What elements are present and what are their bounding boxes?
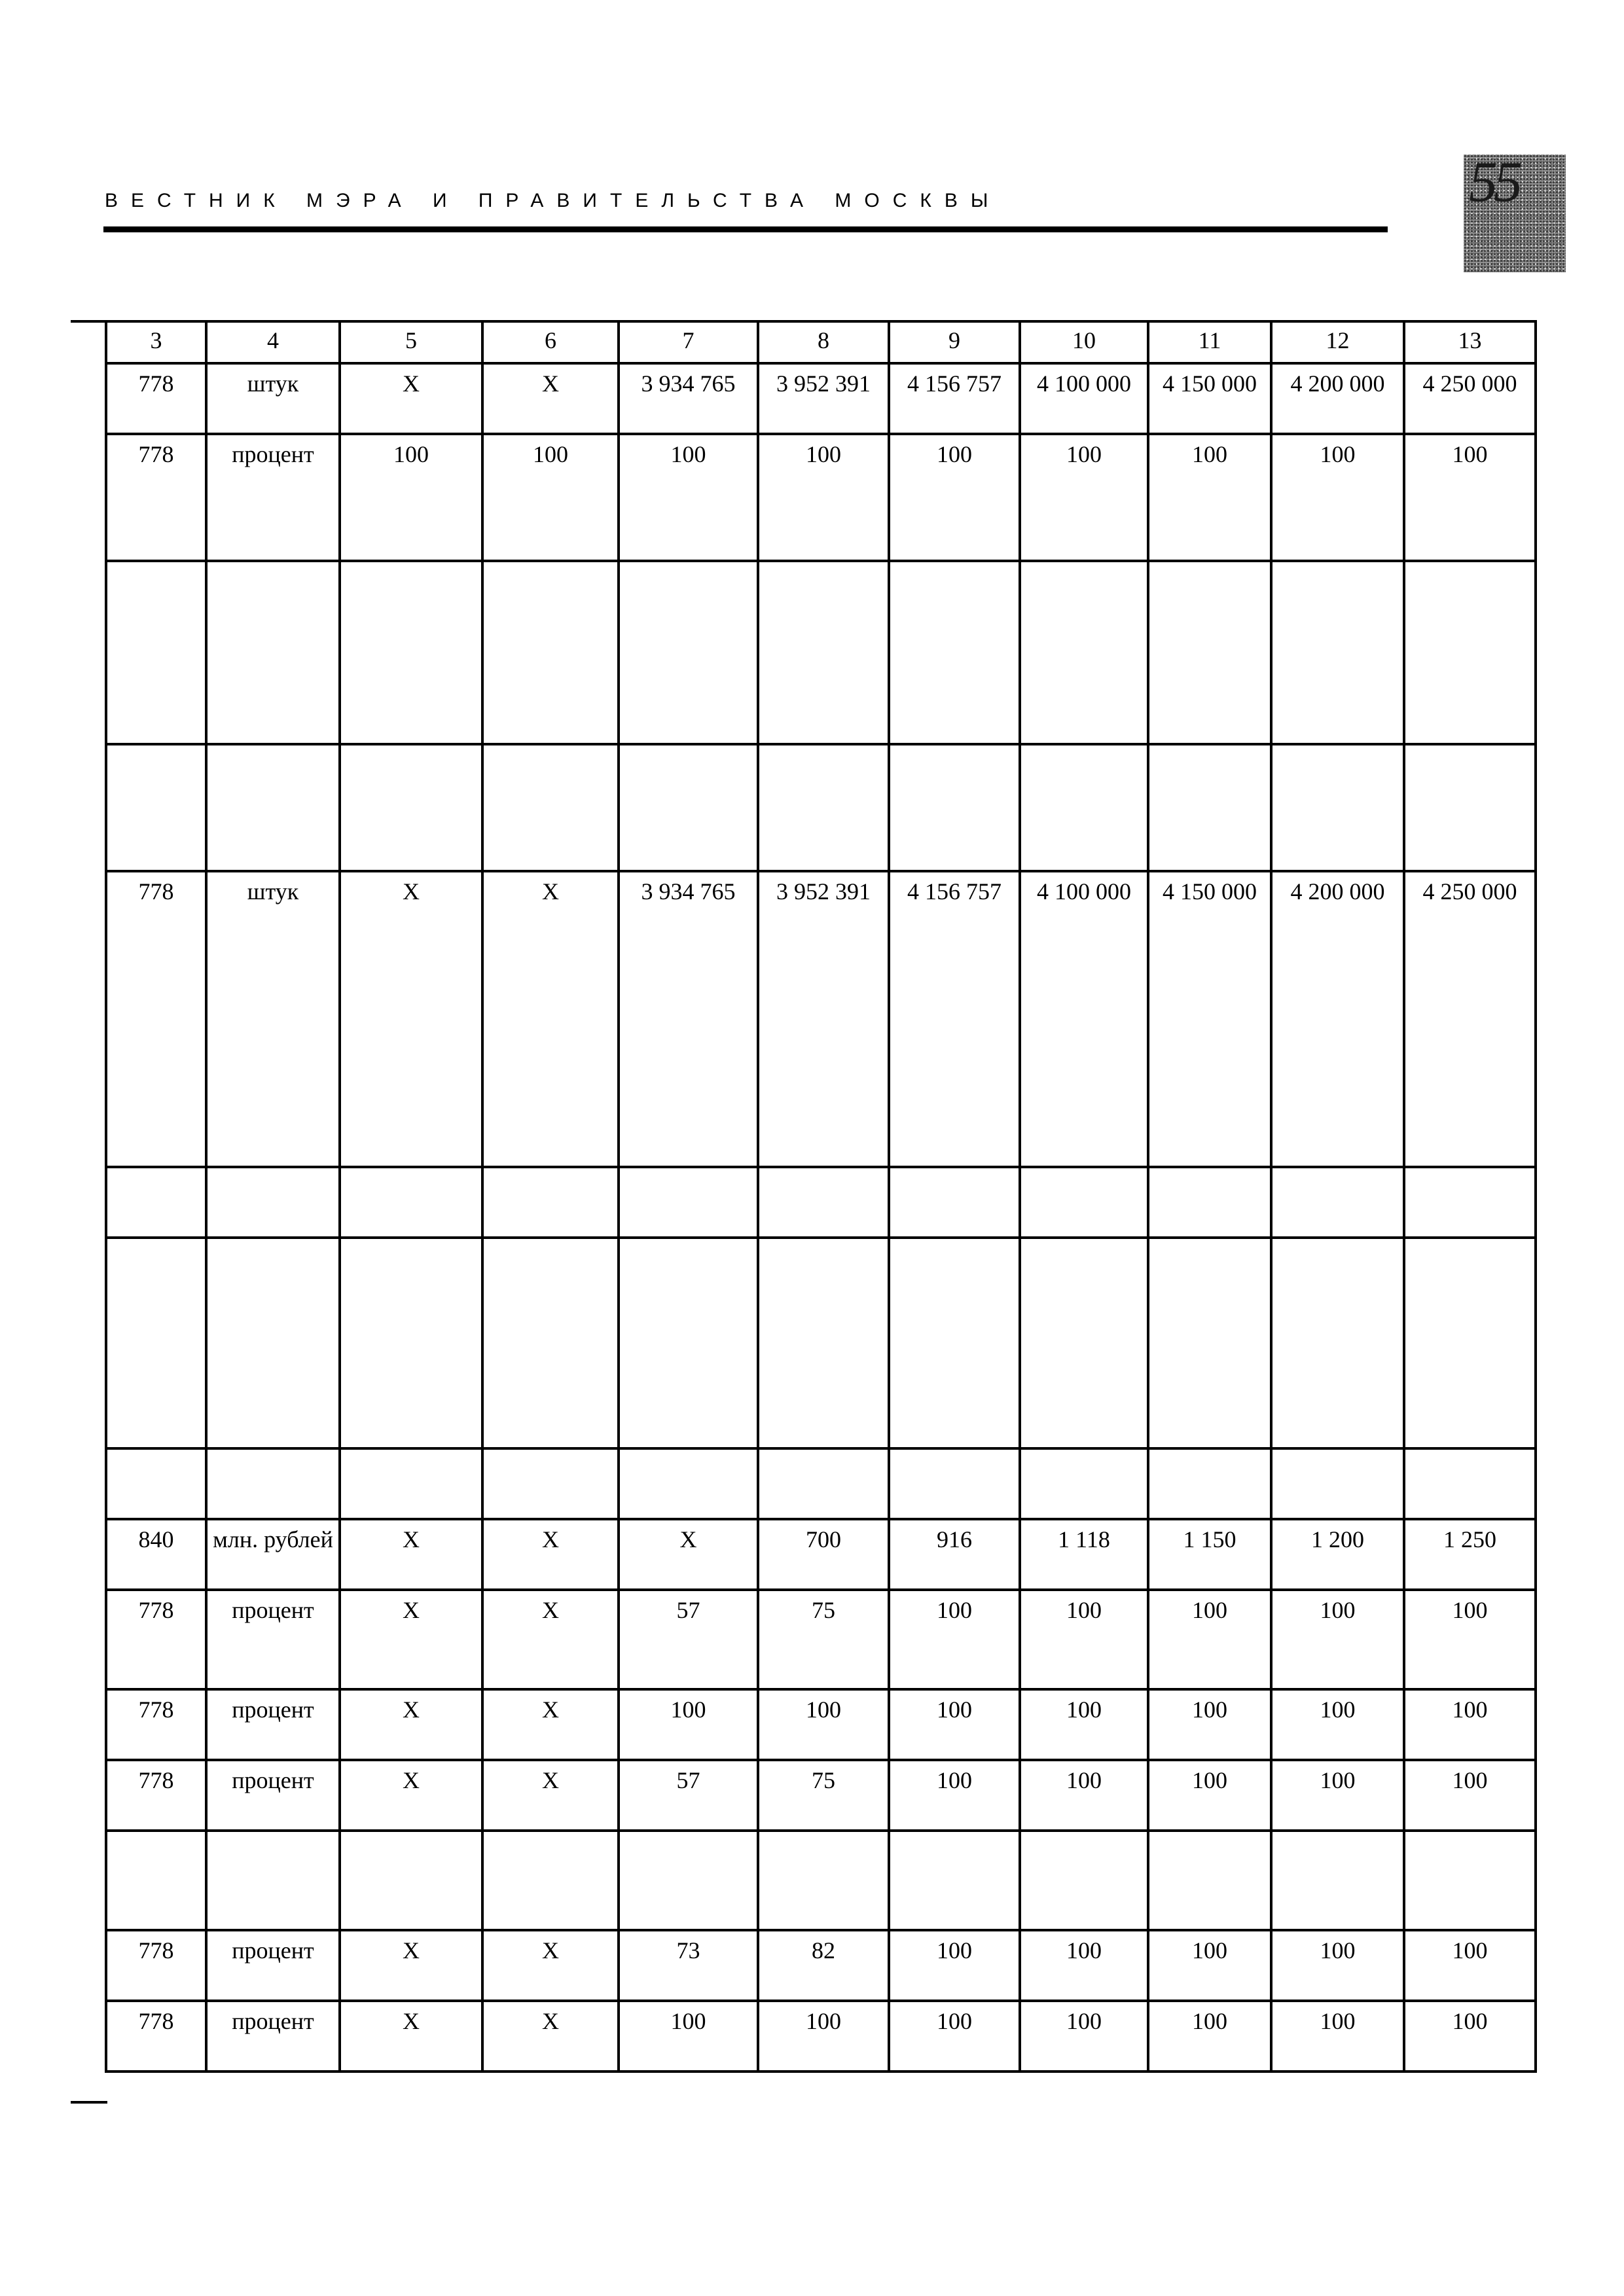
table-cell [340, 1831, 482, 1930]
table-cell: 100 [619, 434, 758, 561]
table-cell: 100 [889, 1689, 1020, 1760]
table-cell [106, 1448, 206, 1519]
table-cell [1271, 561, 1404, 744]
table-cell [1271, 1238, 1404, 1448]
table-cell: 100 [1020, 2001, 1148, 2072]
table-cell: 100 [1271, 1590, 1404, 1689]
table-cell: 1 250 [1404, 1519, 1536, 1590]
table-cell [206, 561, 340, 744]
table-cell: 100 [889, 1590, 1020, 1689]
table-cell [619, 561, 758, 744]
table-cell: 100 [340, 434, 482, 561]
table-cell [340, 1448, 482, 1519]
table-cell [1404, 1448, 1536, 1519]
table-cell: 4 250 000 [1404, 363, 1536, 434]
table-cell [1404, 1831, 1536, 1930]
table-cell: Х [340, 363, 482, 434]
table-cell: 100 [1404, 434, 1536, 561]
table-cell: 778 [106, 1689, 206, 1760]
table-cell [482, 1238, 619, 1448]
table-cell [1020, 1238, 1148, 1448]
table-cell [889, 1831, 1020, 1930]
table-cell: 778 [106, 871, 206, 1167]
column-header: 11 [1148, 321, 1271, 363]
table-cell: 100 [1020, 1760, 1148, 1831]
table-cell: 4 156 757 [889, 871, 1020, 1167]
table-cell: 778 [106, 2001, 206, 2072]
table-cell: Х [482, 1590, 619, 1689]
table-cell: 100 [889, 1930, 1020, 2001]
table-cell: Х [340, 2001, 482, 2072]
table-cell: 100 [1148, 1930, 1271, 2001]
data-table [105, 320, 1537, 2073]
table-row [106, 561, 1536, 744]
table-cell: процент [206, 1760, 340, 1831]
table-cell: 100 [889, 2001, 1020, 2072]
table-cell: 82 [758, 1930, 889, 2001]
table-cell: 100 [758, 1689, 889, 1760]
table-cell [206, 1167, 340, 1238]
table-cell: 4 150 000 [1148, 363, 1271, 434]
table-cell: 4 200 000 [1271, 363, 1404, 434]
table-cell: Х [340, 1930, 482, 2001]
table-cell: 100 [1404, 1760, 1536, 1831]
table-cell: 4 200 000 [1271, 871, 1404, 1167]
table-cell: 100 [1148, 2001, 1271, 2072]
table-row [106, 744, 1536, 871]
table-row [106, 363, 1536, 434]
table-cell [1404, 1238, 1536, 1448]
page-number: 55 [1469, 151, 1519, 214]
table-cell: штук [206, 871, 340, 1167]
table-cell [206, 1238, 340, 1448]
table-cell: 3 952 391 [758, 871, 889, 1167]
table-cell [206, 1831, 340, 1930]
table-cell: Х [340, 1519, 482, 1590]
column-header: 12 [1271, 321, 1404, 363]
table-cell [1404, 744, 1536, 871]
table-row [106, 1590, 1536, 1689]
table-cell [106, 1831, 206, 1930]
column-header: 6 [482, 321, 619, 363]
table-cell: 100 [1404, 1930, 1536, 2001]
table-cell: Х [482, 1930, 619, 2001]
table-cell: 100 [758, 434, 889, 561]
table-cell: 778 [106, 363, 206, 434]
table-cell: 100 [889, 1760, 1020, 1831]
table-cell [889, 561, 1020, 744]
table-cell: 100 [1020, 1689, 1148, 1760]
table-cell: 100 [889, 434, 1020, 561]
table-cell [106, 1238, 206, 1448]
table-cell: 778 [106, 1760, 206, 1831]
table-row [106, 1519, 1536, 1590]
table-cell [482, 1167, 619, 1238]
table-cell [619, 1167, 758, 1238]
table-cell: 1 118 [1020, 1519, 1148, 1590]
table-row [106, 1760, 1536, 1831]
table-cell [340, 561, 482, 744]
table-cell: процент [206, 1590, 340, 1689]
table-cell [1271, 744, 1404, 871]
table-cell [619, 744, 758, 871]
table-cell [758, 1167, 889, 1238]
table-cell: 100 [1020, 434, 1148, 561]
table-cell: 100 [1020, 1590, 1148, 1689]
table-cell [1148, 1831, 1271, 1930]
table-cell: 4 156 757 [889, 363, 1020, 434]
table-cell: 100 [758, 2001, 889, 2072]
table-cell [1271, 1831, 1404, 1930]
table-row [106, 1930, 1536, 2001]
table-cell: 4 100 000 [1020, 363, 1148, 434]
table-cell: 100 [1271, 434, 1404, 561]
table-cell [106, 744, 206, 871]
table-cell: 100 [619, 1689, 758, 1760]
table-cell [758, 1448, 889, 1519]
table-cell [889, 744, 1020, 871]
table-cell [340, 1238, 482, 1448]
table-cell: 100 [619, 2001, 758, 2072]
table-cell [889, 1448, 1020, 1519]
table-cell: 1 200 [1271, 1519, 1404, 1590]
table-cell [1404, 561, 1536, 744]
column-header: 5 [340, 321, 482, 363]
table-cell [758, 1238, 889, 1448]
table-cell: 100 [1271, 1930, 1404, 2001]
table-cell: 778 [106, 434, 206, 561]
table-cell: Х [482, 1689, 619, 1760]
table-cell: процент [206, 1930, 340, 2001]
column-header: 13 [1404, 321, 1536, 363]
table-left-stub-bottom [71, 2101, 107, 2104]
table-cell: 4 100 000 [1020, 871, 1148, 1167]
table-cell: 100 [1148, 1689, 1271, 1760]
data-table-container [105, 320, 1537, 2073]
column-header: 3 [106, 321, 206, 363]
table-cell: 100 [1404, 1689, 1536, 1760]
table-cell: 57 [619, 1590, 758, 1689]
table-cell: процент [206, 434, 340, 561]
table-cell: Х [482, 363, 619, 434]
table-cell [340, 1167, 482, 1238]
table-cell [206, 744, 340, 871]
table-cell [1020, 561, 1148, 744]
table-cell [106, 1167, 206, 1238]
table-cell: 75 [758, 1590, 889, 1689]
page-number-badge [1464, 151, 1566, 272]
table-cell: 100 [1020, 1930, 1148, 2001]
table-cell: Х [340, 1760, 482, 1831]
table-left-stub-top [71, 320, 107, 323]
table-cell [758, 744, 889, 871]
table-header-row [106, 321, 1536, 363]
table-row [106, 1689, 1536, 1760]
table-cell: 100 [1271, 2001, 1404, 2072]
table-cell [619, 1831, 758, 1930]
table-cell: процент [206, 1689, 340, 1760]
table-cell: 4 150 000 [1148, 871, 1271, 1167]
table-row [106, 2001, 1536, 2072]
table-cell [1148, 744, 1271, 871]
table-cell: 3 952 391 [758, 363, 889, 434]
table-cell: 100 [1148, 434, 1271, 561]
table-row [106, 871, 1536, 1167]
table-cell [482, 1448, 619, 1519]
table-cell: 4 250 000 [1404, 871, 1536, 1167]
table-cell [1148, 561, 1271, 744]
column-header: 9 [889, 321, 1020, 363]
table-row [106, 1167, 1536, 1238]
table-cell [1020, 1448, 1148, 1519]
table-cell: Х [482, 2001, 619, 2072]
table-cell: 700 [758, 1519, 889, 1590]
table-cell: 73 [619, 1930, 758, 2001]
table-cell: 100 [1148, 1590, 1271, 1689]
table-cell [889, 1238, 1020, 1448]
table-cell: Х [482, 1760, 619, 1831]
table-cell [206, 1448, 340, 1519]
table-cell: Х [340, 1590, 482, 1689]
table-cell: 57 [619, 1760, 758, 1831]
table-cell [1020, 744, 1148, 871]
table-cell [1148, 1167, 1271, 1238]
table-cell [889, 1167, 1020, 1238]
table-cell [1148, 1448, 1271, 1519]
table-cell [1271, 1167, 1404, 1238]
table-cell [1020, 1831, 1148, 1930]
table-cell [1148, 1238, 1271, 1448]
table-cell: 3 934 765 [619, 363, 758, 434]
column-header: 10 [1020, 321, 1148, 363]
table-cell: 778 [106, 1590, 206, 1689]
table-cell: Х [619, 1519, 758, 1590]
table-row [106, 1238, 1536, 1448]
table-cell: 100 [1148, 1760, 1271, 1831]
column-header: 7 [619, 321, 758, 363]
table-cell [106, 561, 206, 744]
table-cell: 100 [1404, 1590, 1536, 1689]
table-cell: млн. рублей [206, 1519, 340, 1590]
table-cell: 100 [1271, 1689, 1404, 1760]
column-header: 8 [758, 321, 889, 363]
table-cell [1271, 1448, 1404, 1519]
header-rule [103, 226, 1388, 232]
table-cell: Х [340, 871, 482, 1167]
table-cell: Х [482, 1519, 619, 1590]
table-cell: 778 [106, 1930, 206, 2001]
table-cell [340, 744, 482, 871]
table-cell [619, 1448, 758, 1519]
table-cell [1020, 1167, 1148, 1238]
table-cell: Х [340, 1689, 482, 1760]
table-cell [758, 1831, 889, 1930]
table-cell: 100 [1404, 2001, 1536, 2072]
table-cell: процент [206, 2001, 340, 2072]
column-header: 4 [206, 321, 340, 363]
table-cell: 100 [1271, 1760, 1404, 1831]
table-cell: Х [482, 871, 619, 1167]
table-cell [482, 744, 619, 871]
table-cell: штук [206, 363, 340, 434]
table-cell [482, 561, 619, 744]
table-cell: 840 [106, 1519, 206, 1590]
journal-title: ВЕСТНИК МЭРА И ПРАВИТЕЛЬСТВА МОСКВЫ [105, 190, 1001, 211]
table-cell [758, 561, 889, 744]
table-row [106, 1831, 1536, 1930]
table-cell: 3 934 765 [619, 871, 758, 1167]
table-cell: 75 [758, 1760, 889, 1831]
table-row [106, 1448, 1536, 1519]
table-row [106, 434, 1536, 561]
table-cell [1404, 1167, 1536, 1238]
table-cell: 916 [889, 1519, 1020, 1590]
table-cell [482, 1831, 619, 1930]
table-cell: 100 [482, 434, 619, 561]
table-cell: 1 150 [1148, 1519, 1271, 1590]
table-cell [619, 1238, 758, 1448]
